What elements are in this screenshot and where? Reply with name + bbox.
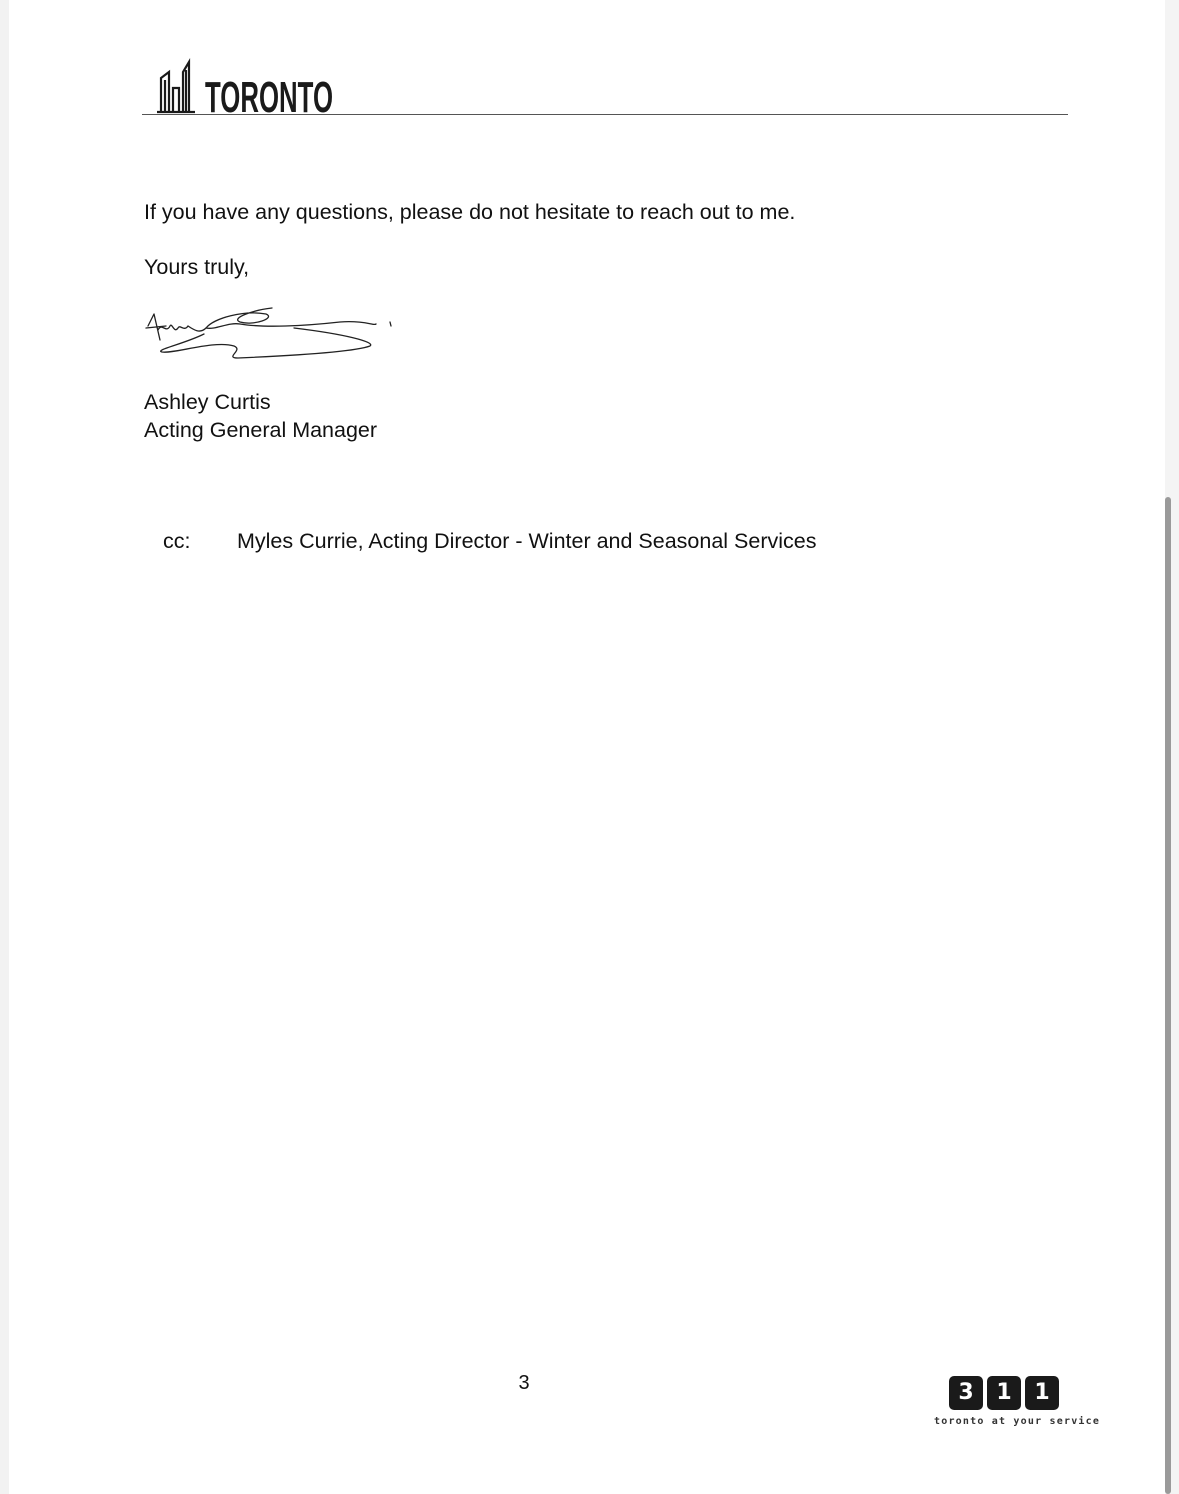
signer-name: Ashley Curtis: [144, 390, 271, 414]
311-digit: 3: [949, 1376, 983, 1410]
page-number: 3: [518, 1372, 530, 1394]
signature-image: [144, 300, 394, 366]
vertical-scrollbar[interactable]: [1165, 0, 1179, 1494]
scrollbar-thumb[interactable]: [1165, 497, 1171, 1494]
cc-line: [163, 527, 817, 555]
toronto-logo: [151, 58, 351, 122]
cc-recipient: Myles Currie, Acting Director - Winter and Seasonal Services: [236, 529, 817, 553]
311-logo: [929, 1374, 1101, 1432]
toronto-logo-wordmark: Toronto: [205, 73, 333, 122]
311-logo-digits: [949, 1376, 1059, 1410]
311-tagline: toronto at your service: [934, 1416, 1101, 1427]
closing-line: Yours truly,: [144, 255, 250, 279]
311-digit: 1: [1025, 1376, 1059, 1410]
cc-label: cc:: [163, 529, 191, 553]
document-page: [9, 0, 1170, 1494]
signer-title: Acting General Manager: [144, 418, 378, 442]
311-digit: 1: [987, 1376, 1021, 1410]
header-divider: [142, 114, 1068, 115]
question-paragraph: If you have any questions, please do not hesitate to reach out to me.: [144, 200, 796, 224]
